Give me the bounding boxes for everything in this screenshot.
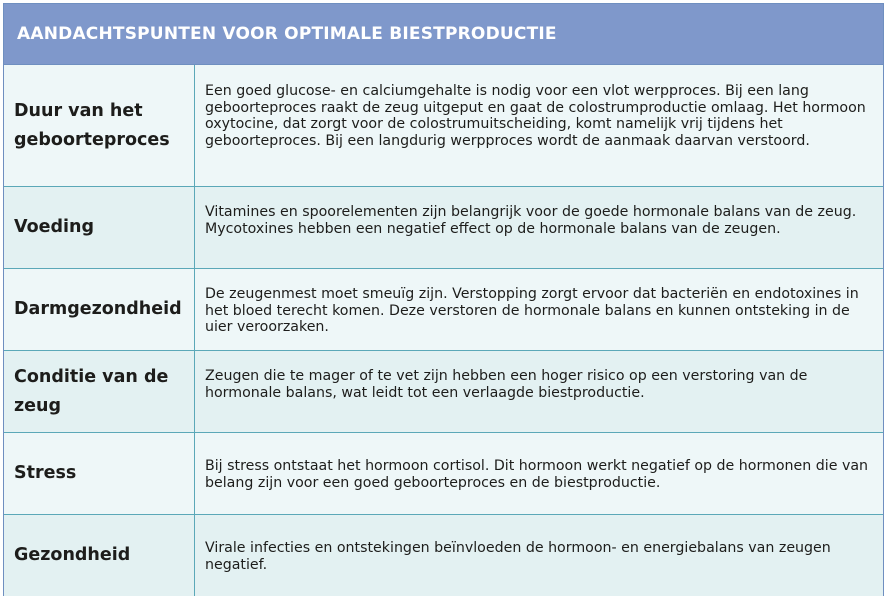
table-body [4,65,883,596]
row-label-voeding: Voeding [4,187,195,268]
row-text-stress: Bij stress ontstaat het hormoon cortisol. Dit hormoon werkt negatief op de hormonen die van belang zijn voor een goed geboorteproces en de biestproductie. [205,458,869,491]
row-text-gezondheid: Virale infecties en ontstekingen beïnvloeden de hormoon- en energiebalans van zeugen negatief. [205,540,831,573]
table-row [4,269,883,351]
table-row [4,433,883,515]
row-text-conditie: Zeugen die te mager of te vet zijn hebben een hoger risico op een verstoring van de hormonale balans, wat leidt tot een verlaagde biestproductie. [205,368,808,401]
row-text-duur: Een goed glucose- en calciumgehalte is nodig voor een vlot werpproces. Bij een lang geboorteproces raakt de zeug uitgeput en gaat de colostrumproductie omlaag. Het hormoon oxytocine, dat zorgt voor de colostrumuitscheiding, komt namelijk vrij tijdens het geboorteproces. Bij een langdurig werpproces wordt de aanmaak daarvan verstoord. [205,83,866,149]
row-label-conditie: Conditie van de zeug [4,351,195,432]
info-table [3,3,884,596]
row-text-darmgezondheid: De zeugenmest moet smeuïg zijn. Verstopping zorgt ervoor dat bacteriën en endotoxines in het bloed terecht komen. Deze verstoren de hormonale balans en kunnen ontsteking in de uier veroorzaken. [205,286,859,336]
table-title: AANDACHTSPUNTEN VOOR OPTIMALE BIESTPRODUCTIE [4,4,883,65]
row-label-duur: Duur van het geboorteproces [4,65,195,186]
table-row [4,65,883,187]
row-label-stress: Stress [4,433,195,514]
row-label-darmgezondheid: Darmgezondheid [4,269,195,350]
table-row [4,515,883,596]
row-text-voeding: Vitamines en spoorelementen zijn belangrijk voor de goede hormonale balans van de zeug. Mycotoxines hebben een negatief effect op de hormonale balans van de zeugen. [205,204,857,237]
table-row [4,351,883,433]
row-label-gezondheid: Gezondheid [4,515,195,596]
table-row [4,187,883,269]
